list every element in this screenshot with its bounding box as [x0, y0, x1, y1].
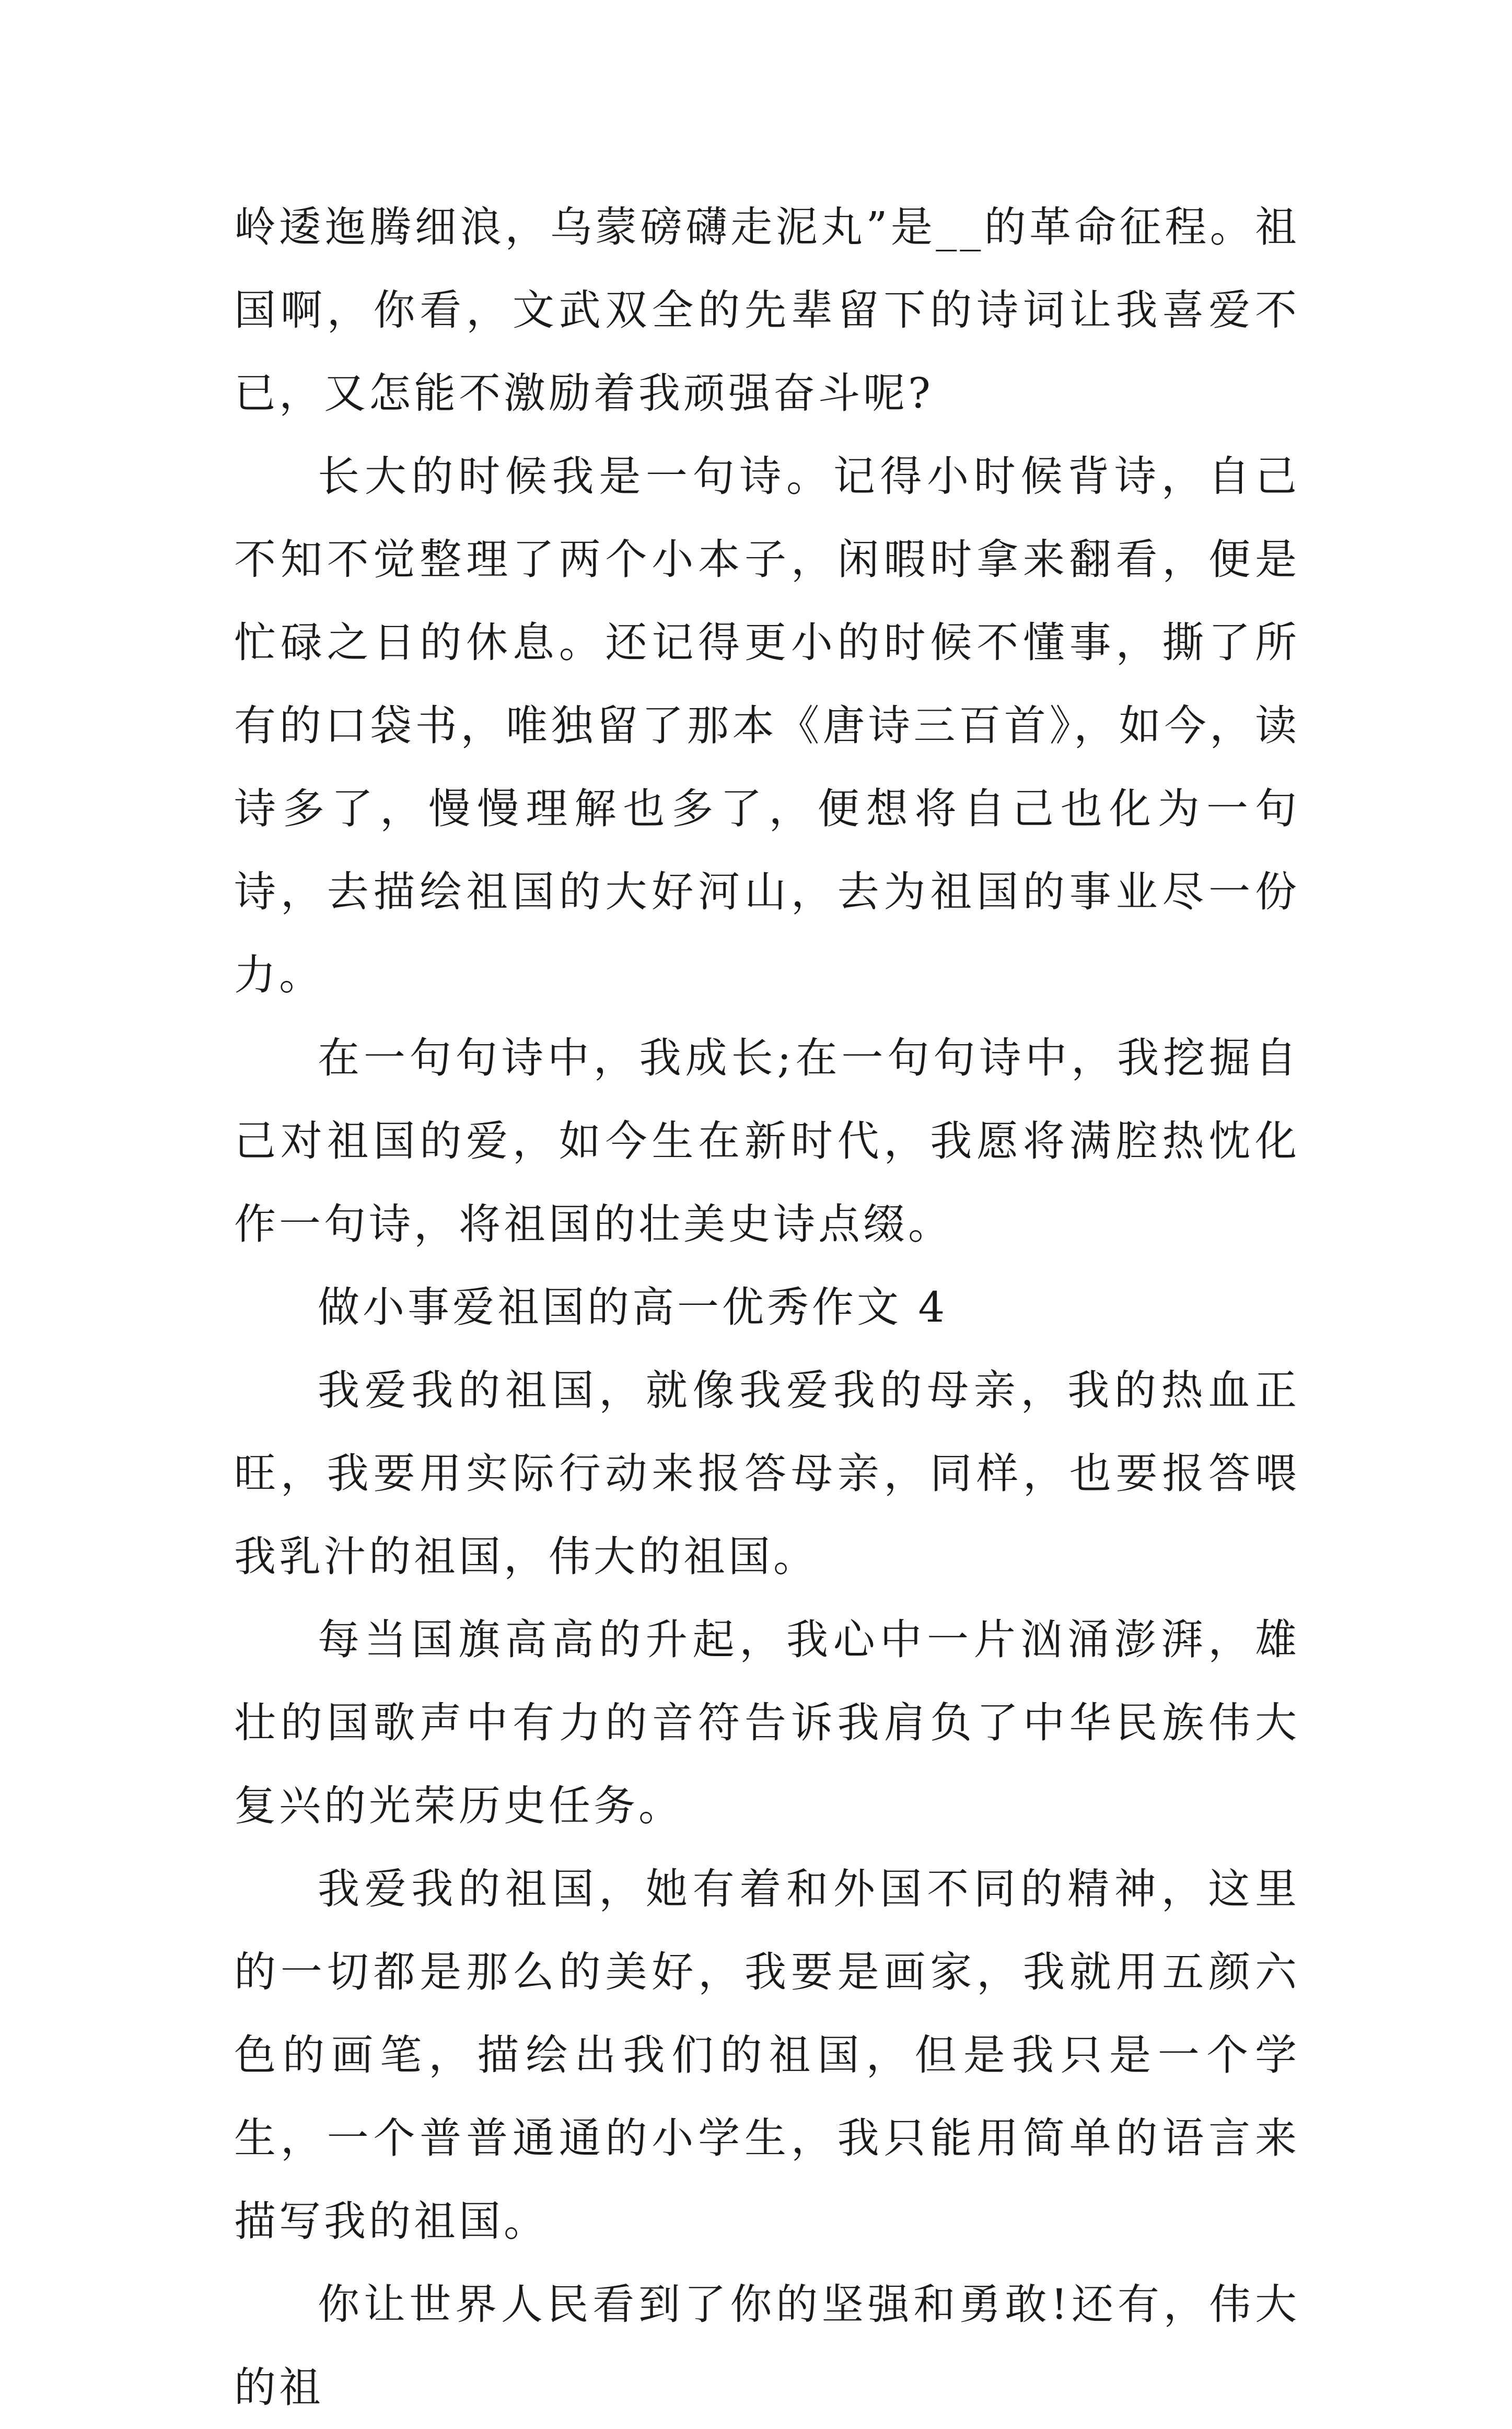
paragraph: 长大的时候我是一句诗。记得小时候背诗，自己不知不觉整理了两个小本子，闲暇时拿来翻看，便是忙碌之日的休息。还记得更小的时候不懂事，撕了所有的口袋书，唯独留了那本《唐诗三百首》，如今，读诗多了，慢慢理解也多了，便想将自己也化为一句诗，去描绘祖国的大好河山，去为祖国的事业尽一份力。	[234, 452, 1300, 999]
paragraph: 你让世界人民看到了你的坚强和勇敢!还有，伟大的祖	[234, 2280, 1300, 2412]
paragraph: 在一句句诗中，我成长;在一句句诗中，我挖掘自己对祖国的爱，如今生在新时代，我愿将满腔热忱化作一句诗，将祖国的壮美史诗点缀。	[234, 1034, 1300, 1248]
paragraph: 每当国旗高高的升起，我心中一片汹涌澎湃，雄壮的国歌声中有力的音符告诉我肩负了中华民族伟大复兴的光荣历史任务。	[234, 1615, 1300, 1830]
section-heading: 做小事爱祖国的高一优秀作文 4	[318, 1283, 948, 1332]
paragraph: 我爱我的祖国，就像我爱我的母亲，我的热血正旺，我要用实际行动来报答母亲，同样，也要报答喂我乳汁的祖国，伟大的祖国。	[234, 1366, 1300, 1581]
paragraph: 我爱我的祖国，她有着和外国不同的精神，这里的一切都是那么的美好，我要是画家，我就用五颜六色的画笔，描绘出我们的祖国，但是我只是一个学生，一个普普通通的小学生，我只能用简单的语言来描写我的祖国。	[234, 1865, 1300, 2246]
document-body	[234, 186, 1300, 2429]
paragraph-continued: 岭逶迤腾细浪，乌蒙磅礴走泥丸”是__的革命征程。祖国啊，你看，文武双全的先辈留下的诗词让我喜爱不已，又怎能不激励着我顽强奋斗呢?	[234, 203, 1300, 418]
